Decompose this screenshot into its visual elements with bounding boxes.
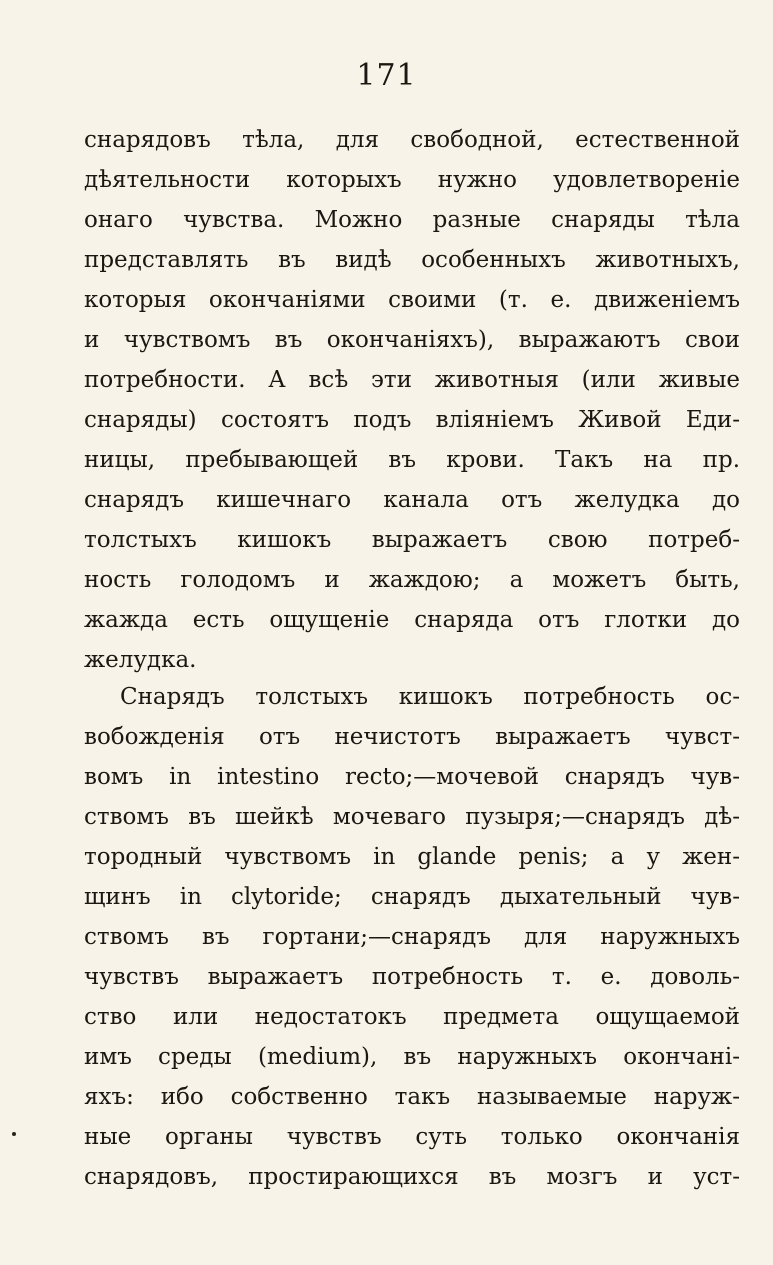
text-line: чувствъ выражаетъ потребность т. е. доволь-: [84, 964, 740, 990]
text-line: вомъ in intestino recto;—мочевой снарядъ чув-: [84, 764, 740, 790]
text-line: онаго чувства. Можно разные снаряды тѣла: [84, 207, 740, 233]
text-line: Снарядъ толстыхъ кишокъ потребность ос-: [120, 684, 740, 710]
text-line: представлять въ видѣ особенныхъ животныхъ,: [84, 247, 740, 273]
text-line: вобожденія отъ нечистотъ выражаетъ чувст-: [84, 724, 740, 750]
text-line: толстыхъ кишокъ выражаетъ свою потреб-: [84, 527, 740, 553]
paragraph-1: [84, 120, 740, 680]
text-line: ность голодомъ и жаждою; а можетъ быть,: [84, 567, 740, 593]
text-line: ствомъ въ шейкѣ мочеваго пузыря;—снарядъ дѣ-: [84, 804, 740, 830]
text-line: снарядовъ, простирающихся въ мозгъ и уст-: [84, 1164, 740, 1190]
text-line: потребности. А всѣ эти животныя (или живые: [84, 367, 740, 393]
text-line: жажда есть ощущеніе снаряда отъ глотки до: [84, 607, 740, 633]
text-line: ницы, пребывающей въ крови. Такъ на пр.: [84, 447, 740, 473]
text-line: которыя окончаніями своими (т. е. движеніемъ: [84, 287, 740, 313]
text-line: имъ среды (medium), въ наружныхъ окончані-: [84, 1044, 740, 1070]
text-line: щинъ in clytoride; снарядъ дыхательный чув-: [84, 884, 740, 910]
text-line: и чувствомъ въ окончаніяхъ), выражаютъ свои: [84, 327, 740, 353]
text-line: ные органы чувствъ суть только окончанія: [84, 1124, 740, 1150]
text-line: тородный чувствомъ in glande penis; а у жен-: [84, 844, 740, 870]
text-line: ствомъ въ гортани;—снарядъ для наружныхъ: [84, 924, 740, 950]
text-line: снарядъ кишечнаго канала отъ желудка до: [84, 487, 740, 513]
paragraph-2: [84, 677, 740, 1197]
margin-mark: [12, 1132, 16, 1136]
page-number: 171: [356, 58, 417, 93]
text-line: желудка.: [84, 647, 197, 673]
text-line: снарядовъ тѣла, для свободной, естественной: [84, 127, 740, 153]
text-line: дѣятельности которыхъ нужно удовлетвореніе: [84, 167, 740, 193]
text-line: ство или недостатокъ предмета ощущаемой: [84, 1004, 740, 1030]
text-line: снаряды) состоятъ подъ вліяніемъ Живой Еди-: [84, 407, 740, 433]
text-line: яхъ: ибо собственно такъ называемые наруж-: [84, 1084, 740, 1110]
